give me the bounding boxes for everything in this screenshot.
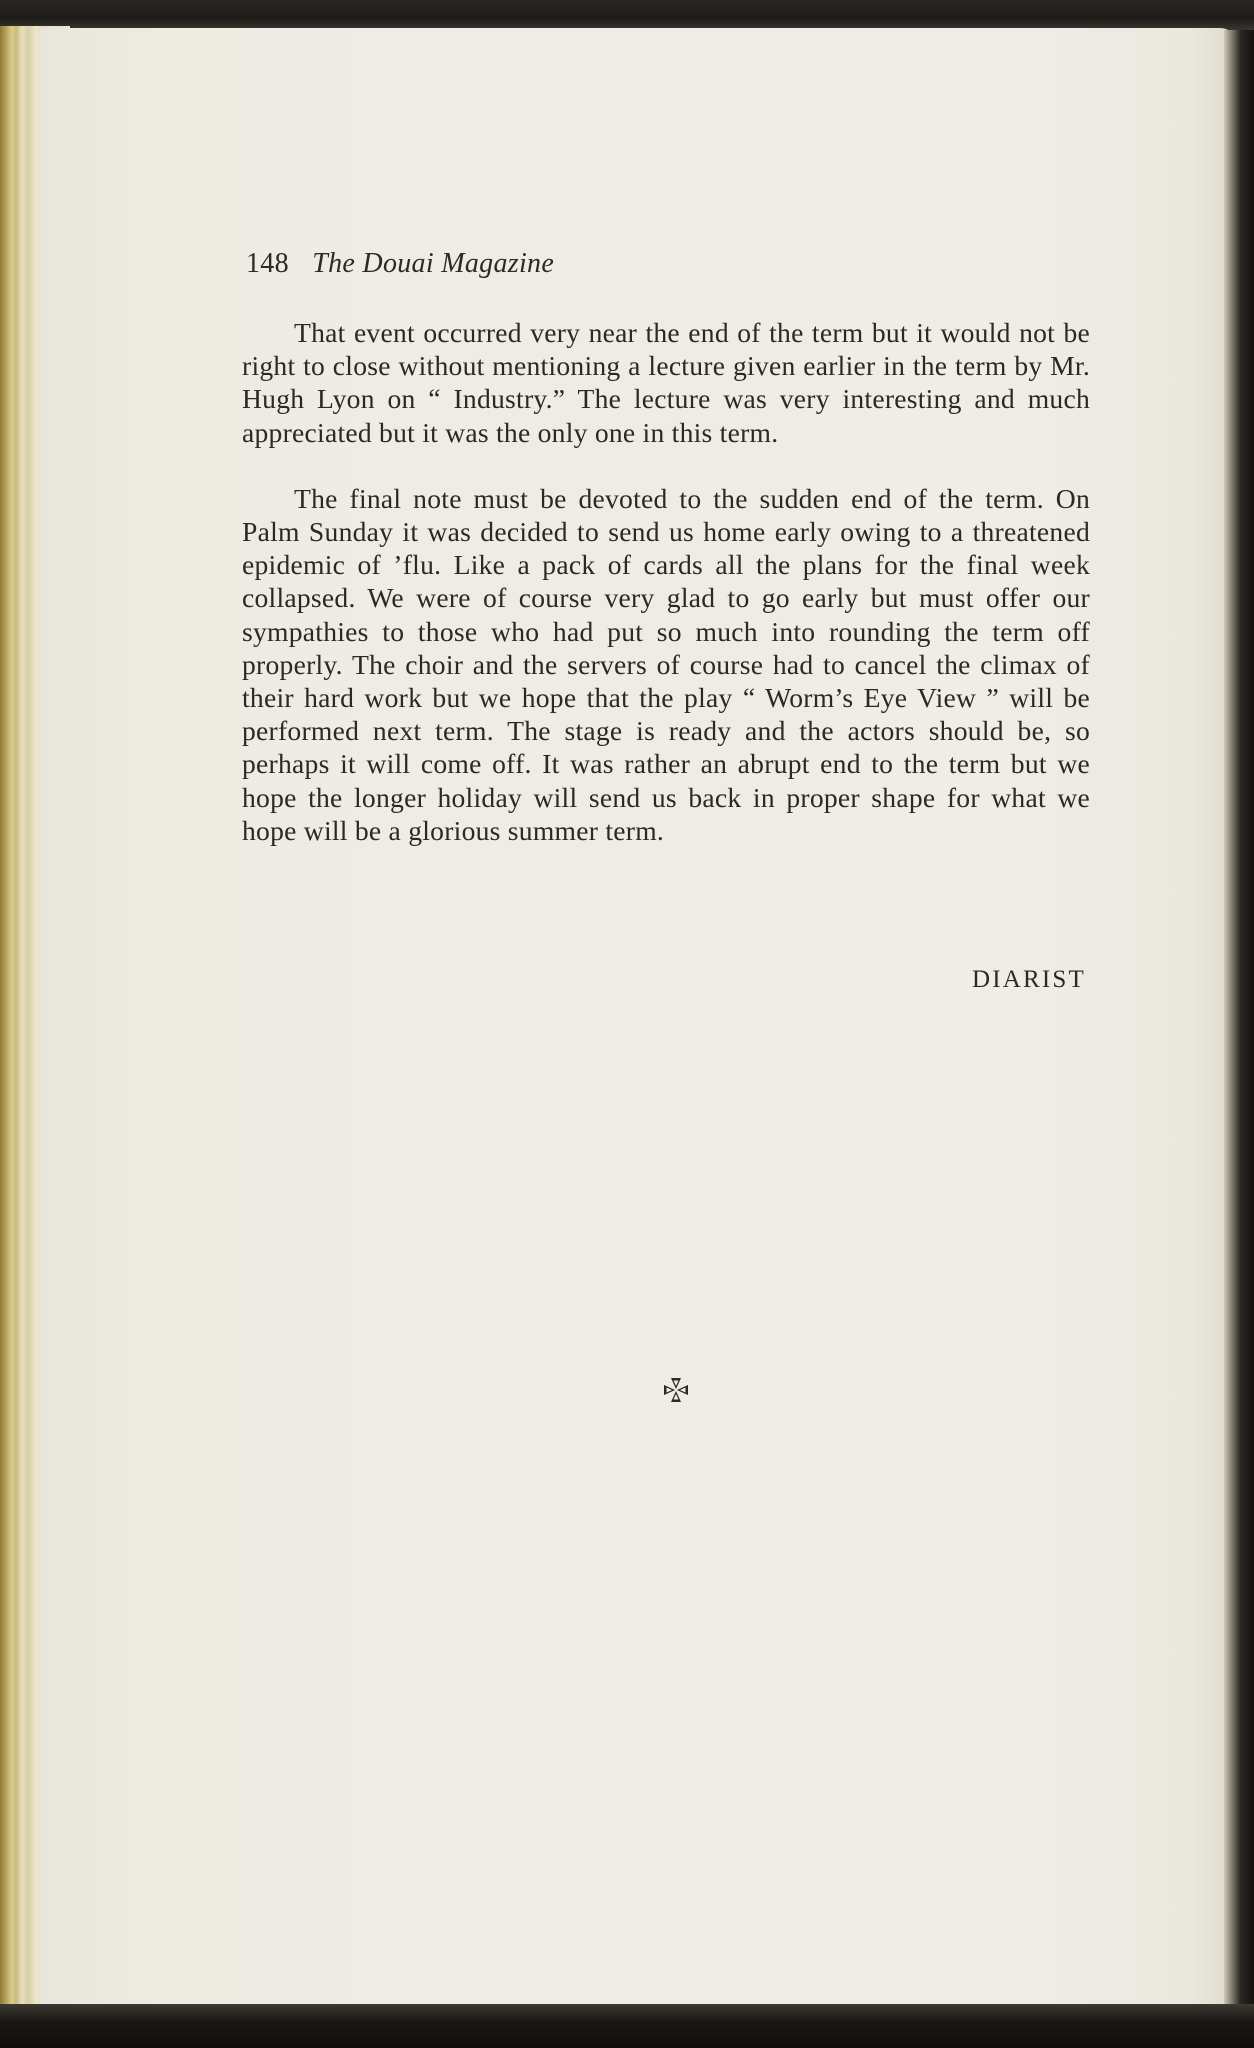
publication-title: The Douai Magazine (312, 248, 555, 279)
paragraph: The final note must be devoted to the sudden end of the term. On Palm Sunday it was decided to send us home early owing to a threatened epidemic of ’flu. Like a pack of cards all the plans for the final week collapsed. We were of course very glad to go early but must offer our sympathies to those who had put so much into rounding the term off properly. The choir and the servers of course had to cancel the climax of their hard work but we hope that the play “ Worm’s Eye View ” will be performed next term. The stage is ready and the actors should be, so perhaps it will come off. It was rather an abrupt end to the term but we hope the longer holiday will send us back in proper shape for what we hope will be a glorious summer term. (242, 482, 1090, 846)
paragraph: That event occurred very near the end of the term but it would not be right to close without mentioning a lecture given earlier in the term by Mr. Hugh Lyon on “ Industry.” The lecture was very interesting and much appreciated but it was the only one in this term. (242, 317, 1090, 448)
book-top-edge (0, 0, 1254, 30)
article-body (242, 316, 1090, 847)
cross-pattee-icon (662, 1376, 690, 1404)
book-spine-right-edge (1224, 30, 1254, 2010)
book-bottom-edge (0, 2004, 1254, 2048)
running-header (246, 248, 554, 280)
author-signature: DIARIST (971, 966, 1086, 993)
page-number: 148 (246, 248, 289, 279)
